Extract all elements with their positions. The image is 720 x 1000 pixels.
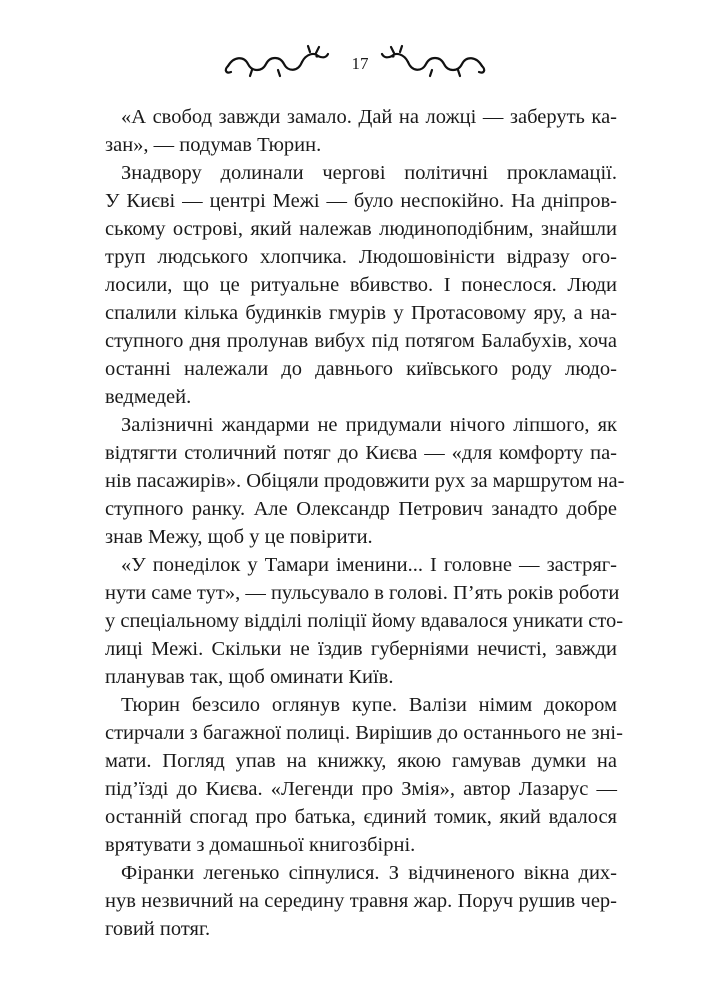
text-line: У Києві — центрі Межі — було неспокійно. На дніпров- [105, 190, 617, 212]
text-line: Фіранки легенько сіпнулися. З відчиненого вікна дих- [121, 862, 617, 884]
paragraph [105, 411, 625, 551]
paragraph [105, 159, 617, 411]
page-header [0, 40, 720, 90]
dragon-ornament-icon [222, 44, 332, 85]
text-line: «У понеділок у Тамари іменини... І головне — застряг- [121, 554, 617, 576]
text-line: спалили кілька будинків гмурів у Протасовому яру, а на- [105, 302, 617, 324]
text-line: Знадвору долинали чергові політичні прокламації. [121, 162, 617, 184]
text-line: під’їзді до Києва. «Легенди про Змія», автор Лазарус — [105, 778, 617, 800]
text-line: останній спогад про батька, єдиний томик, який вдалося [105, 806, 617, 828]
paragraph [105, 859, 617, 943]
paragraph [105, 551, 624, 691]
text-line: Залізничні жандарми не придумали нічого ліпшого, як [121, 414, 617, 436]
text-line: лосили, що це ритуальне вбивство. І понеслося. Люди [105, 274, 617, 296]
text-line: лиці Межі. Скільки не їздив губерніями нечисті, завжди [105, 638, 617, 660]
text-line: Тюрин безсило оглянув купе. Валізи німим докором [121, 694, 617, 716]
text-line: ступного дня пролунав вибух під потягом Балабухів, хоча [105, 330, 617, 352]
text-line: мати. Погляд упав на книжку, якою гамував думки на [105, 750, 617, 772]
text-line: нути саме тут», — пульсувало в голові. П’ять років роботи [105, 582, 620, 604]
text-line: зан», — подумав Тюрин. [105, 134, 322, 156]
body-text [105, 103, 625, 943]
dragon-ornament-icon [378, 44, 488, 85]
text-line: врятувати з домашньої книгозбірні. [105, 834, 416, 856]
text-line: стирчали з багажної полиці. Вирішив до останнього не зні- [105, 722, 623, 744]
paragraph [105, 691, 623, 859]
text-line: знав Межу, щоб у це повірити. [105, 526, 373, 548]
text-line: ступного ранку. Але Олександр Петрович занадто добре [105, 498, 617, 520]
text-line: нів пасажирів». Обіцяли продовжити рух за маршрутом на- [105, 470, 625, 492]
text-line: ведмедей. [105, 386, 192, 408]
page-number: 17 [351, 54, 369, 73]
text-line: останні належали до давнього київського роду людо- [105, 358, 617, 380]
text-line: планував так, щоб оминати Київ. [105, 666, 394, 688]
paragraph [105, 103, 617, 159]
text-line: говий потяг. [105, 918, 211, 940]
text-line: «А свобод завжди замало. Дай на ложці — заберуть ка- [121, 106, 617, 128]
text-line: ському острові, який належав людиноподібним, знайшли [105, 218, 617, 240]
text-line: труп людського хлопчика. Людошовіністи відразу ого- [105, 246, 617, 268]
text-line: нув незвичний на середину травня жар. Поруч рушив чер- [105, 890, 617, 912]
text-line: у спеціальному відділі поліції йому вдавалося уникати сто- [105, 610, 624, 632]
text-line: відтягти столичний потяг до Києва — «для комфорту па- [105, 442, 617, 464]
